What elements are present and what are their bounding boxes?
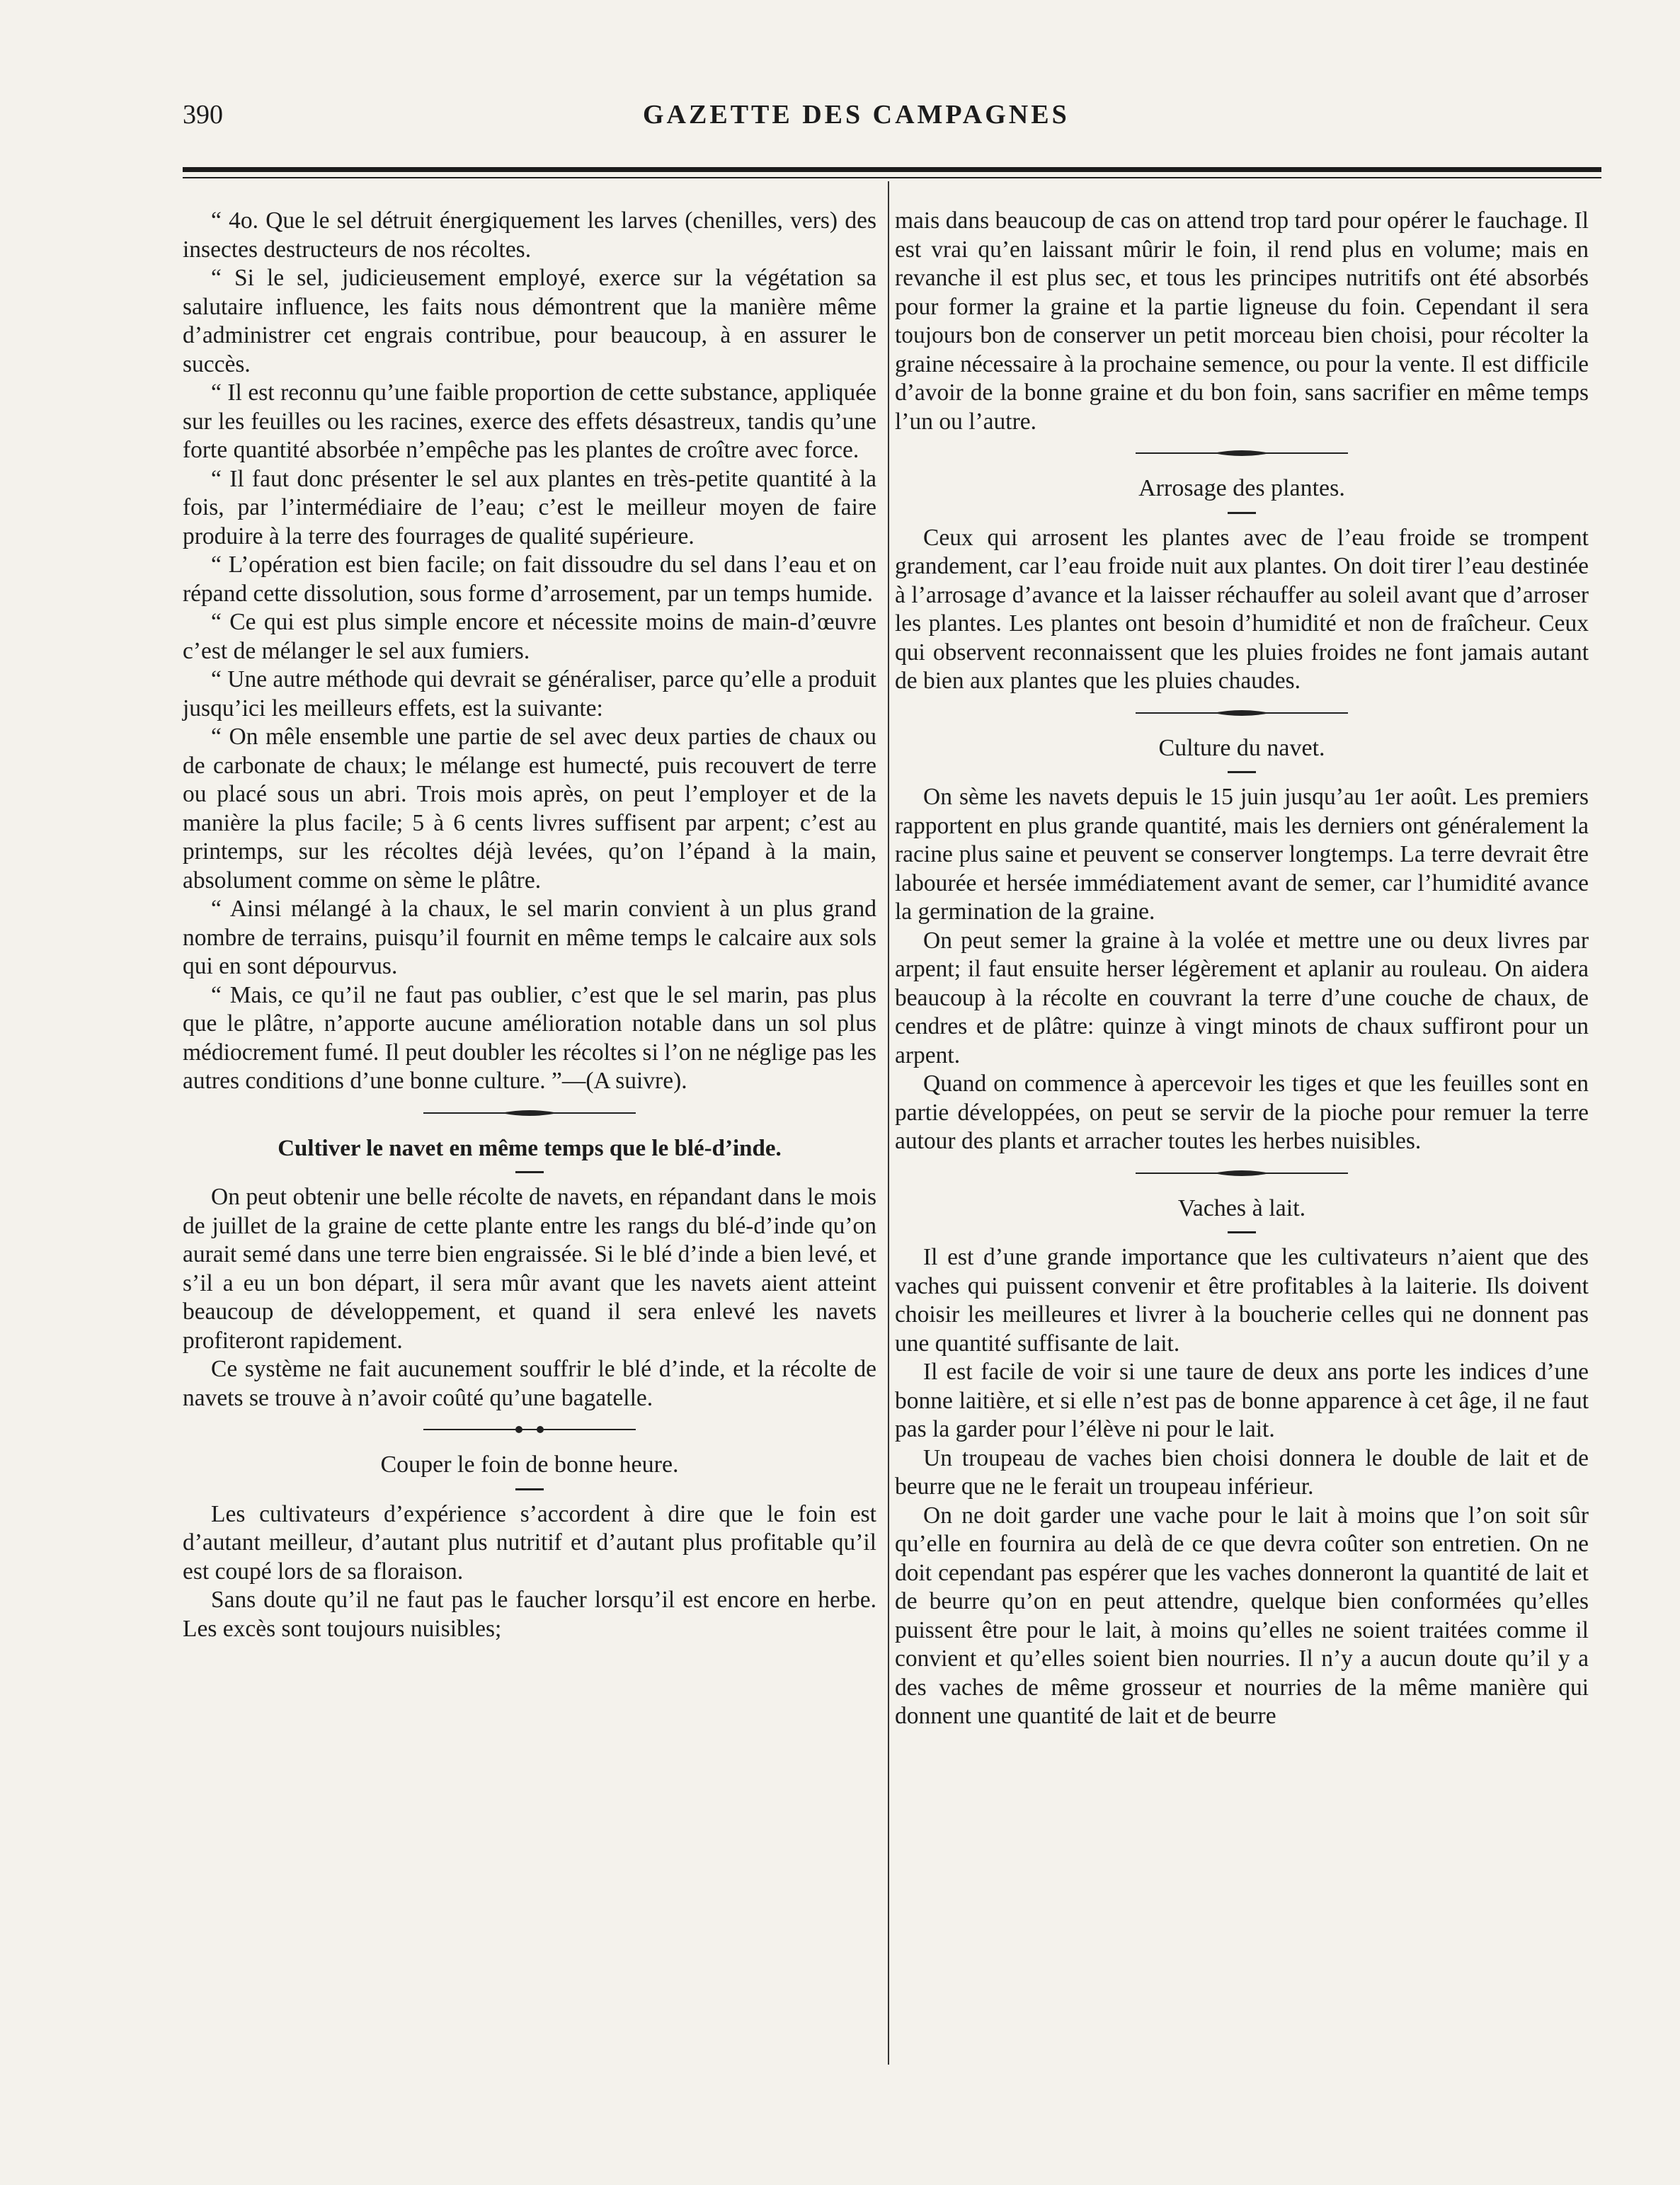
right-column	[895, 207, 1589, 1731]
paragraph: “ L’opération est bien facile; on fait dissoudre du sel dans l’eau et on répand cette dissolution, sous forme d’arrosement, par un temps humide.	[183, 552, 876, 607]
heading-dash	[515, 1488, 544, 1490]
paragraph: Ce système ne fait aucunement souffrir le blé d’inde, et la récolte de navets se trouve à n’avoir coûté qu’une bagatelle.	[183, 1356, 876, 1411]
paragraph: “ 4o. Que le sel détruit énergiquement les larves (chenilles, vers) des insectes destructeurs de nos récoltes.	[183, 207, 876, 263]
heading-dash	[515, 1171, 544, 1173]
column-separator	[888, 181, 889, 2065]
heading-dash	[1228, 512, 1256, 514]
paragraph: “ Une autre méthode qui devrait se généraliser, parce qu’elle a produit jusqu’ici les meilleurs effets, est la suivante:	[183, 666, 876, 721]
paragraph: Ceux qui arrosent les plantes avec de l’eau froide se trompent grandement, car l’eau froide nuit aux plantes. On doit tirer l’eau destinée à l’arrosage d’avance et la laisser réchauffer au soleil avant que d’arroser les plantes. Les plantes ont besoin d’humidité et non de fraîcheur. Ceux qui observent reconnaissent que les pluies froides ne font jamais autant de bien aux plantes que les pluies chaudes.	[895, 524, 1589, 694]
paragraph: Il est facile de voir si une taure de deux ans porte les indices d’une bonne laitière, et si elle n’est pas de bonne apparence à cet âge, il ne faut pas la garder pour l’élève ni pour le lait.	[895, 1359, 1589, 1442]
header-rule-thick	[183, 167, 1601, 172]
paragraph: On ne doit garder une vache pour le lait à moins que l’on soit sûr qu’elle en fournira au delà de ce que devra coûter son entretien. On ne doit cependant pas espérer que les vaches donneront la quantité de lait et de beurre qu’on en peut attendre, quelque bien conformées qu’elles puissent être pour le lait, à moins qu’elles ne soient traitées comme il convient et qu’elles soient bien nourries. Il n’y a aucun doute qu’il y a des vaches de même grosseur et nourries de la même manière qui donnent une quantité de lait et de beurre	[895, 1502, 1589, 1729]
paragraph: “ Il est reconnu qu’une faible proportion de cette substance, appliquée sur les feuilles ou les racines, exerce des effets désastreux, tandis qu’une forte quantité absorbée n’empêche pas les plantes de croître avec force.	[183, 380, 876, 463]
journal-title: GAZETTE DES CAMPAGNES	[643, 100, 1070, 130]
section-heading: Arrosage des plantes.	[1138, 475, 1345, 501]
paragraph: Un troupeau de vaches bien choisi donnera le double de lait et de beurre que ne le ferait un troupeau inférieur.	[895, 1444, 1589, 1500]
paragraph: Quand on commence à apercevoir les tiges et que les feuilles sont en partie développées, on peut se servir de la pioche pour remuer la terre autour des plants et arracher toutes les herbes nuisibles.	[895, 1071, 1589, 1154]
paragraph: “ Si le sel, judicieusement employé, exerce sur la végétation sa salutaire influence, les faits nous démontrent que la manière même d’administrer cet engrais contribue, pour beaucoup, à en assurer le succès.	[183, 265, 876, 377]
section-ornament	[423, 1424, 636, 1435]
section-heading: Cultiver le navet en même temps que le blé-d’inde.	[278, 1135, 782, 1161]
heading-dash	[1228, 771, 1256, 773]
section-ornament	[423, 1107, 636, 1119]
paragraph: “ Il faut donc présenter le sel aux plantes en très-petite quantité à la fois, par l’intermédiaire de l’eau; c’est le meilleur moyen de faire produire à la terre des fourrages de qualité supérieure.	[183, 465, 876, 549]
page-number: 390	[183, 100, 223, 130]
paragraph: “ Ainsi mélangé à la chaux, le sel marin convient à un plus grand nombre de terrains, puisqu’il fournit en même temps le calcaire aux sols qui en sont dépourvus.	[183, 896, 876, 979]
section-ornament	[1136, 707, 1348, 719]
paragraph: mais dans beaucoup de cas on attend trop tard pour opérer le fauchage. Il est vrai qu’en laissant mûrir le foin, il rend plus en volume; mais en revanche il est plus sec, et tous les principes nutritifs ont été absorbés pour former la graine et la partie ligneuse du foin. Cependant il sera toujours bon de conserver un petit morceau bien choisi, pour récolter la graine nécessaire à la prochaine semence, ou pour la vente. Il est difficile d’avoir de la bonne graine et du bon foin, sans sacrifier en même temps l’un ou l’autre.	[895, 207, 1589, 435]
paragraph: On sème les navets depuis le 15 juin jusqu’au 1er août. Les premiers rapportent en plus grande quantité, mais les derniers ont généralement la racine plus saine et peuvent se conserver longtemps. La terre devrait être labourée et hersée immédiatement avant de semer, car l’humidité avance la germination de la graine.	[895, 784, 1589, 925]
paragraph: “ Mais, ce qu’il ne faut pas oublier, c’est que le sel marin, pas plus que le plâtre, n’apporte aucune amélioration notable dans un sol plus médiocrement fumé. Il peut doubler les récoltes si l’on ne néglige pas les autres conditions d’une bonne culture. ”—(A suivre).	[183, 981, 876, 1094]
paragraph: On peut obtenir une belle récolte de navets, en répandant dans le mois de juillet de la graine de cette plante entre les rangs du blé-d’inde qu’on aurait semé dans une terre bien engraissée. Si le blé d’inde a bien levé, et s’il a eu un bon départ, il sera mûr avant que les navets aient atteint beaucoup de développement, et quand il sera enlevé les navets profiteront rapidement.	[183, 1184, 876, 1354]
section-heading: Couper le foin de bonne heure.	[380, 1451, 679, 1478]
paragraph: Sans doute qu’il ne faut pas le faucher lorsqu’il est encore en herbe. Les excès sont toujours nuisibles;	[183, 1587, 876, 1642]
left-column	[183, 207, 876, 1643]
paragraph: “ Ce qui est plus simple encore et nécessite moins de main-d’œuvre c’est de mélanger le sel aux fumiers.	[183, 609, 876, 664]
heading-dash	[1228, 1231, 1256, 1233]
section-ornament	[1136, 1168, 1348, 1179]
section-ornament	[1136, 447, 1348, 459]
paragraph: On peut semer la graine à la volée et mettre une ou deux livres par arpent; il faut ensuite herser légèrement et aplanir au rouleau. On aidera beaucoup à la récolte en couvrant la terre d’une couche de chaux, de cendres et de plâtre: quinze à vingt minots de chaux suffiront pour un arpent.	[895, 927, 1589, 1068]
page-header	[183, 99, 1599, 142]
section-heading: Vaches à lait.	[1177, 1194, 1306, 1221]
paragraph: Il est d’une grande importance que les cultivateurs n’aient que des vaches qui puissent convenir et être profitables à la laiterie. Ils doivent choisir les meilleures et livrer à la boucherie celles qui ne donnent pas une quantité suffisante de lait.	[895, 1244, 1589, 1357]
header-rule-thin	[183, 177, 1601, 178]
section-heading: Culture du navet.	[1158, 734, 1325, 761]
paragraph: Les cultivateurs d’expérience s’accordent à dire que le foin est d’autant meilleur, d’autant plus nutritif et d’autant plus profitable qu’il est coupé lors de sa floraison.	[183, 1500, 876, 1585]
paragraph: “ On mêle ensemble une partie de sel avec deux parties de chaux ou de carbonate de chaux; le mélange est humecté, puis recouvert de terre ou placé sous un abri. Trois mois après, on peut l’employer et de la manière la plus facile; 5 à 6 cents livres suffisent par arpent; c’est au printemps, sur les récoltes déjà levées, qu’on l’épand à la main, absolument comme on sème le plâtre.	[183, 724, 876, 894]
